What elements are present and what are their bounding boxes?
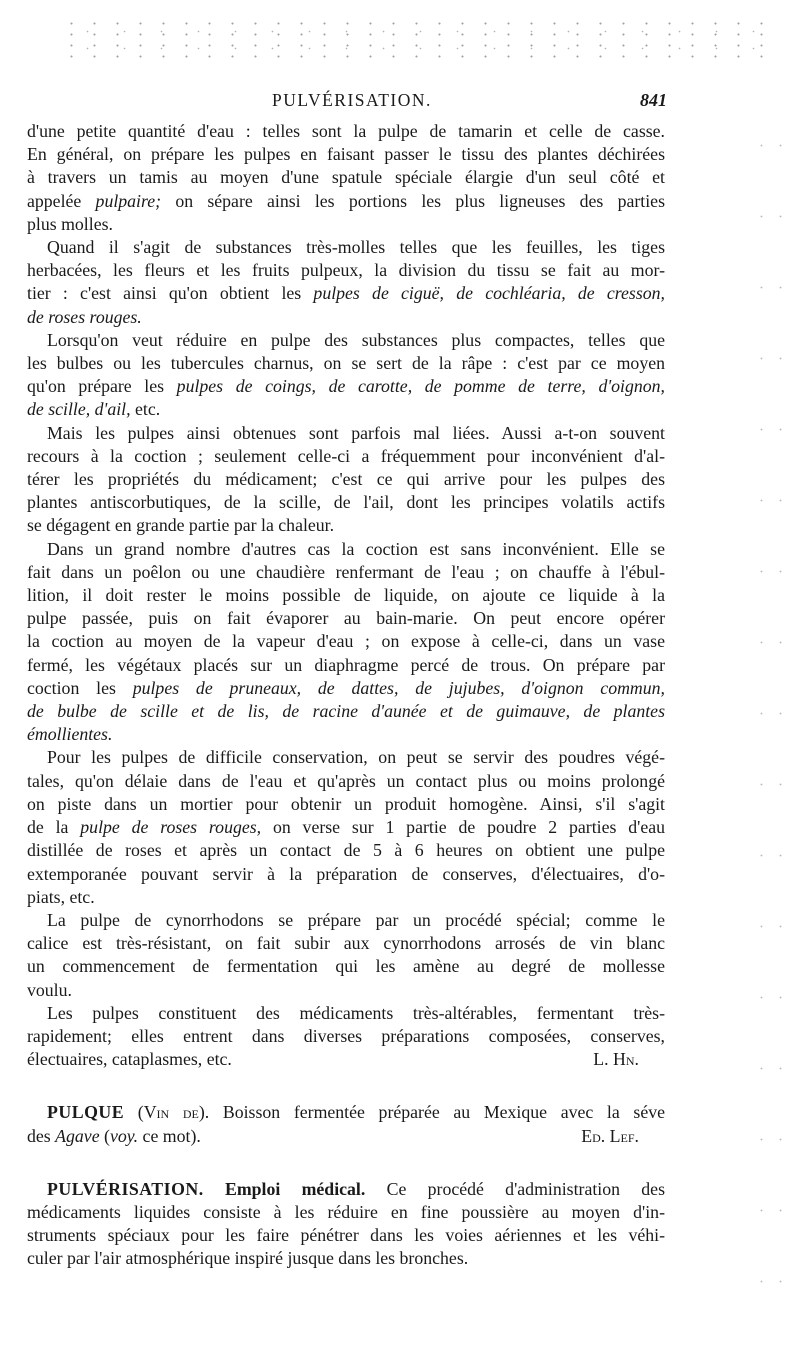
pulverisation-text-1: Ce procédé d'administration des [365,1178,665,1199]
text-segment: distillée de roses et après un contact de 5 à 6 heures on obtient une pulpe [27,840,665,861]
text-segment: fait dans un poêlon ou une chaudière renfermant de l'eau ; on chauffe à l'ébul- [27,561,665,582]
text-segment: coction les [27,677,133,698]
pulque-line-2 [27,1125,665,1148]
pulque-line-1 [27,1101,665,1124]
pulpes-closing-line [27,1048,665,1071]
pulque-line2-end: ce mot). [138,1125,201,1146]
text-line [27,746,665,769]
text-line [27,700,665,723]
text-line [27,445,665,468]
pulverisation-article [27,1178,665,1271]
text-line [27,143,665,166]
text-segment: calice est très-résistant, on fait subir aux cynorrhodons arrosés de vin blanc [27,933,665,954]
text-segment: Lorsqu'on veut réduire en pulpe des substances plus compactes, telles que [47,329,665,350]
text-column [27,120,665,1271]
text-line [27,584,665,607]
pulpes-article [27,120,665,1048]
pulque-article [27,1101,665,1147]
text-line [27,955,665,978]
pulpes-closing-text: électuaires, cataplasmes, etc. [27,1049,232,1070]
italic-segment: pulpes de coings, de carotte, de pomme de terre, d'oignon, [176,376,666,397]
pulque-line-2-text [27,1125,201,1148]
text-segment: de la [27,817,81,838]
text-segment: tier : c'est ainsi qu'on obtient les [27,283,314,304]
text-segment: tales, qu'on délaie dans de l'eau et qu'après un contact plus ou moins prolongé [27,770,665,791]
text-segment: La pulpe de cynorrhodons se prépare par un procédé spécial; comme le [47,909,665,930]
text-segment: on piste dans un mortier pour obtenir un produit homogène. Ainsi, s'il s'agit [27,793,665,814]
text-segment: à travers un tamis au moyen d'une spatule spéciale élargie d'un seul côté et [27,167,665,188]
pulverisation-subhead: Emploi médical. [203,1178,366,1199]
text-line [27,375,665,398]
scan-noise-margin [752,110,792,1323]
italic-segment: pulpes de ciguë, de cochléaria, de cresson, [313,283,665,304]
pulque-signature: Ed. Lef. [581,1125,639,1146]
italic-segment: pulpaire; [95,190,162,211]
text-segment: les bulbes ou les tubercules charnus, on se sert de la râpe : c'est par ce moyen [27,353,665,374]
text-segment: extemporanée pouvant servir à la préparation de conserves, d'électuaires, d'o- [27,863,665,884]
text-segment: rapidement; elles entrent dans diverses préparations composées, conserves, [27,1025,665,1046]
text-segment: plantes antiscorbutiques, de la scille, de l'ail, dont les principes volatils actifs [27,492,665,513]
pulque-vin: Vin de [143,1102,199,1123]
text-line [27,352,665,375]
italic-segment: pulpes de pruneaux, de dattes, de jujubes, d'oignon commun, [132,677,665,698]
pulverisation-line: culer par l'air atmosphérique inspiré jusque dans les bronches. [27,1248,469,1269]
italic-segment: émollientes. [27,724,113,745]
text-line [27,863,665,886]
text-segment: etc. [130,399,161,420]
text-line [27,793,665,816]
text-line [27,932,665,955]
pulque-paren-close: ). [198,1102,210,1123]
text-segment: En général, on prépare les pulpes en faisant passer le tissu des plantes déchirées [27,144,665,165]
running-header [0,88,800,114]
text-line [27,282,665,305]
text-line [27,816,665,839]
text-segment: Mais les pulpes ainsi obtenues sont parfois mal liées. Aussi a-t-on souvent [47,422,665,443]
text-segment: piats, etc. [27,886,95,907]
text-segment: recours à la coction ; seulement celle-ci a fréquemment pour inconvénient d'al- [27,445,665,466]
text-line [27,538,665,561]
pulque-line2-start: des [27,1125,56,1146]
text-line [27,166,665,189]
text-segment: Pour les pulpes de difficile conservation, on peut se servir des poudres végé- [47,747,665,768]
scan-noise-top [60,18,780,58]
text-segment: fermé, les végétaux placés sur un diaphragme percé de trous. On prépare par [27,654,665,675]
text-line [27,839,665,862]
text-line [27,1025,665,1048]
text-segment: qu'on prépare les [27,376,177,397]
italic-segment: de scille, d'ail, [27,399,131,420]
text-line [27,422,665,445]
pulque-line2-mid: ( [99,1125,110,1146]
text-line [27,677,665,700]
text-line [27,979,665,1002]
text-segment: Les pulpes constituent des médicaments très-altérables, fermentant très- [47,1002,665,1023]
pulverisation-headword: PULVÉRISATION. [47,1178,204,1199]
text-segment: la coction au moyen de la vapeur d'eau ; on expose à celle-ci, dans un vase [27,631,665,652]
pulverisation-line: médicaments liquides consiste à les réduire en fine poussière au moyen d'in- [27,1201,665,1222]
text-segment: on verse sur 1 partie de poudre 2 parties d'eau [261,817,665,838]
text-line [27,329,665,352]
text-segment: on sépare ainsi les portions les plus ligneuses des parties [161,190,665,211]
italic-segment: pulpe de roses rouges, [80,817,262,838]
text-line [27,398,665,421]
pulpes-signature: L. Hn. [593,1049,639,1070]
running-title: PULVÉRISATION. [272,90,432,110]
text-line [27,213,665,236]
pulverisation-line-1 [27,1178,665,1201]
italic-segment: de roses rouges. [27,306,142,327]
text-segment: voulu. [27,979,72,1000]
text-line [27,607,665,630]
text-line [27,561,665,584]
text-segment: pulpe passée, puis on fait évaporer au bain-marie. On peut encore opérer [27,608,665,629]
text-line [27,770,665,793]
text-segment: lition, il doit rester le moins possible de liquide, on ajoute ce liquide à la [27,585,665,606]
pulque-headword: PULQUE [47,1102,125,1123]
text-segment: appelée [27,190,96,211]
text-line [27,723,665,746]
text-line [27,306,665,329]
text-line [27,190,665,213]
text-line [27,120,665,143]
pulverisation-line: struments spéciaux pour les faire pénétrer dans les voies aériennes et les véhi- [27,1225,665,1246]
text-segment: térer les propriétés du médicament; c'est ce qui arrive pour les pulpes des [27,469,665,490]
text-segment: un commencement de fermentation qui les amène au degré de mollesse [27,956,665,977]
text-line [27,514,665,537]
text-segment: plus molles. [27,213,113,234]
text-line [27,886,665,909]
pulque-text-1: Boisson fermentée préparée au Mexique avec la séve [209,1102,665,1123]
text-line [27,909,665,932]
text-line [27,1002,665,1025]
text-segment: Dans un grand nombre d'autres cas la coction est sans inconvénient. Elle se [47,538,665,559]
text-line [27,468,665,491]
text-line [27,259,665,282]
text-line [27,630,665,653]
text-segment: herbacées, les fleurs et les fruits pulpeux, la division du tissu se fait au mor- [27,260,665,281]
text-segment: Quand il s'agit de substances très-molles telles que les feuilles, les tiges [47,237,665,258]
text-line [27,491,665,514]
text-segment: d'une petite quantité d'eau : telles sont la pulpe de tamarin et celle de casse. [27,121,665,141]
pulque-paren-open: ( [124,1102,144,1123]
page-number: 841 [640,90,667,110]
italic-segment: de bulbe de scille et de lis, de racine d'aunée et de guimauve, de plantes [27,701,665,722]
pulque-voy: voy. [109,1125,139,1146]
text-segment: se dégagent en grande partie par la chaleur. [27,515,335,536]
text-line [27,236,665,259]
text-line [27,654,665,677]
pulque-agave: Agave [55,1125,100,1146]
